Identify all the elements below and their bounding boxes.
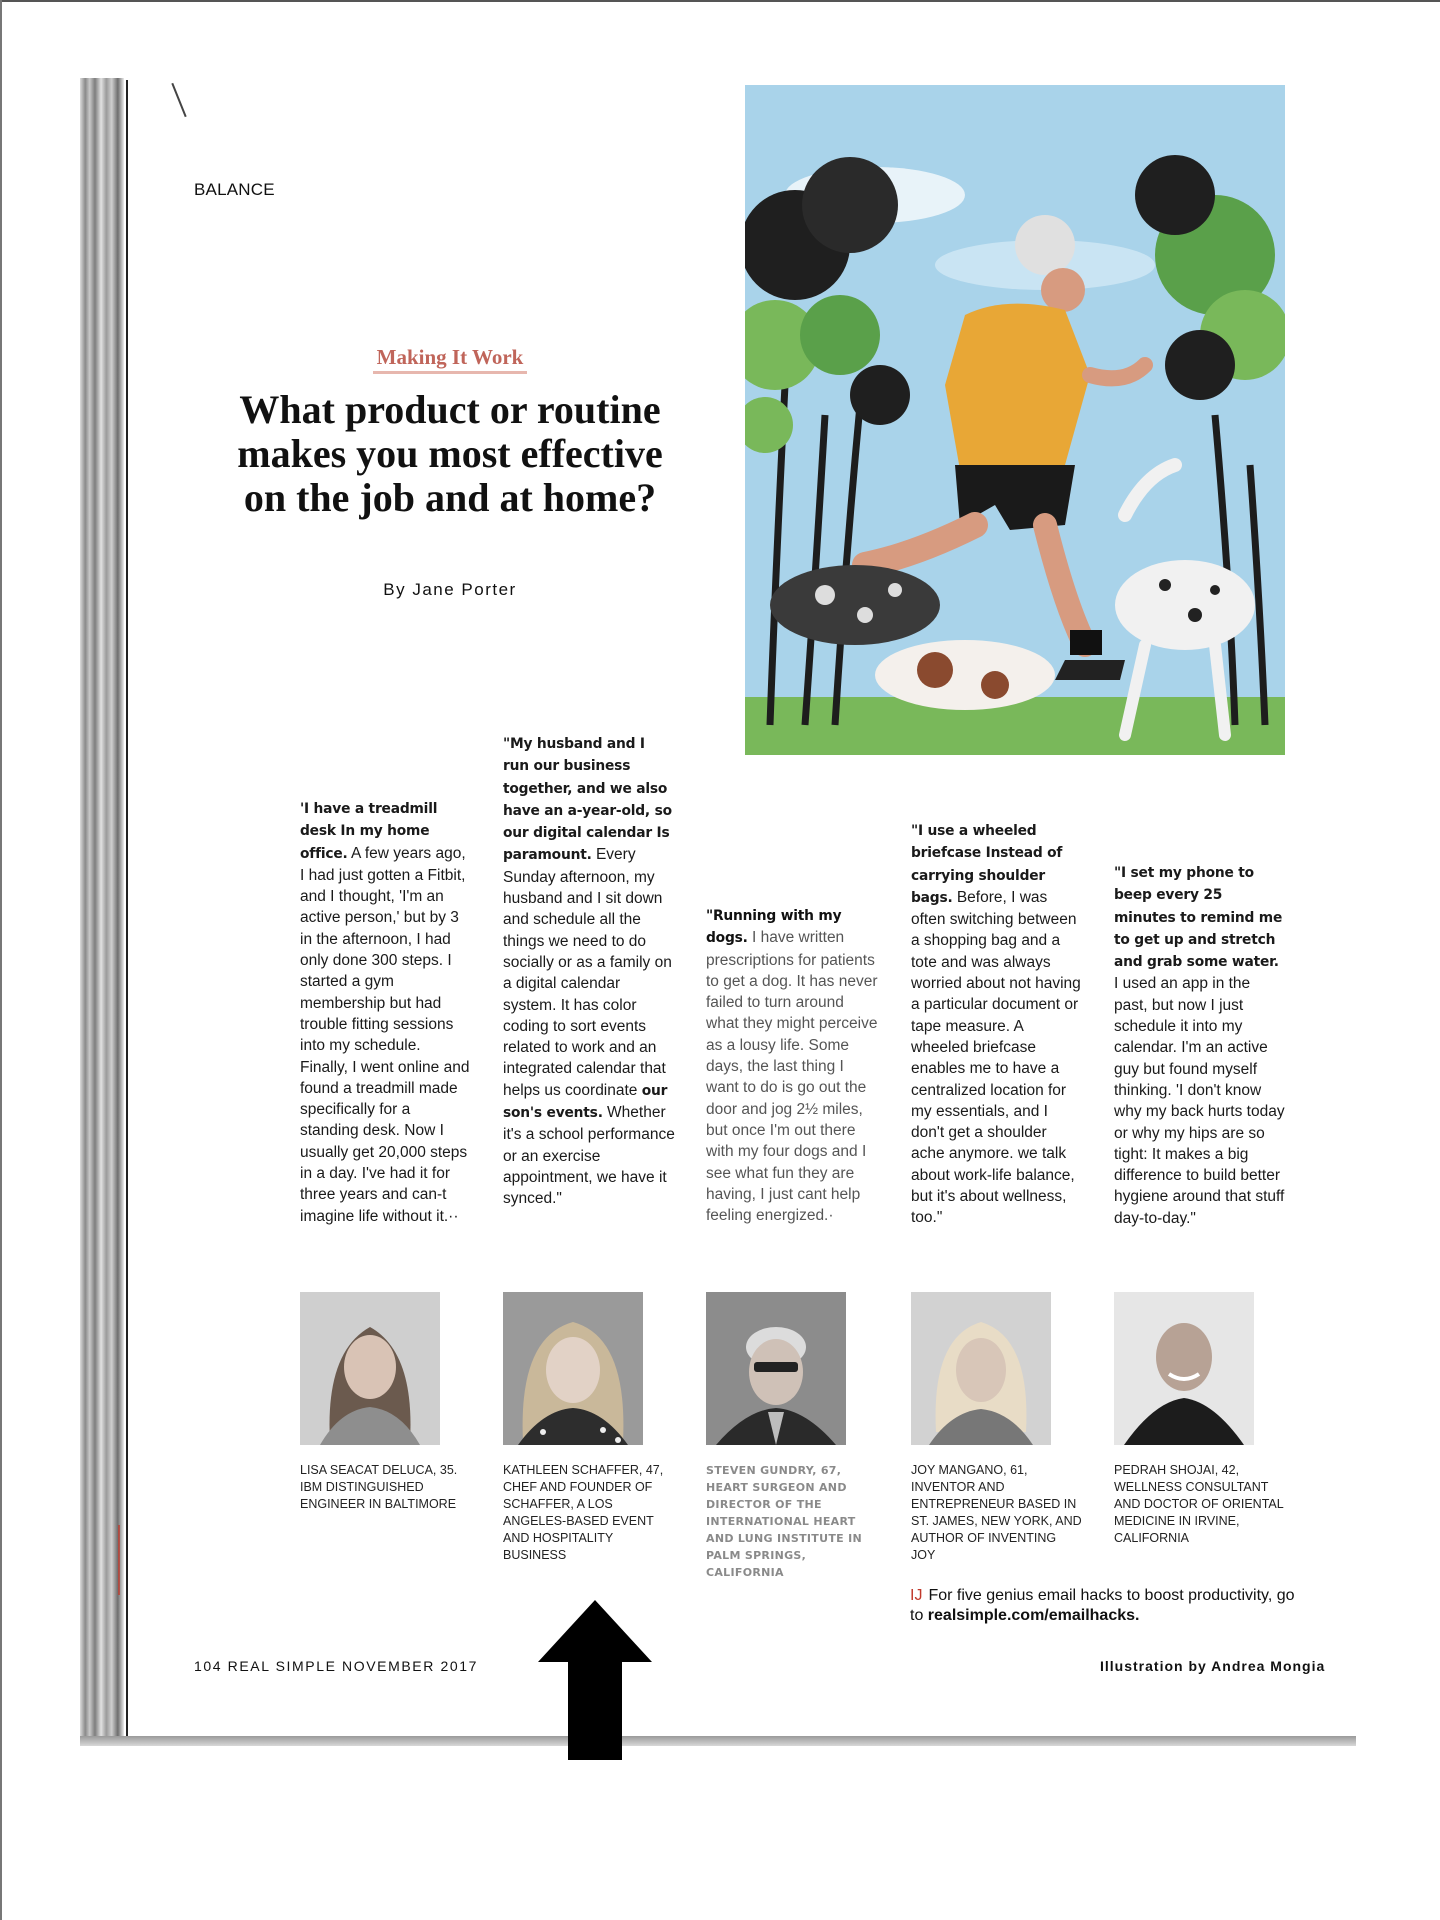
answer-column-4 [911, 820, 1083, 1229]
page-bottom-edge [80, 1736, 1356, 1746]
answer-column-1 [300, 798, 472, 1227]
page-folio: 104 REAL SIMPLE NOVEMBER 2017 [194, 1658, 478, 1674]
answer-quote-lead: "I use a wheeled briefcase Instead of carrying shoulder bags. [911, 823, 1063, 906]
tip-text: For five genius email hacks to boost productivity, go to [910, 1587, 1295, 1624]
kicker-text: Making It Work [373, 345, 528, 374]
answer-body-end: Whether it's a school performance or an exercise appointment, we have it synced." [503, 1104, 675, 1208]
page-border [0, 0, 1440, 2]
headshot-photo [706, 1292, 846, 1445]
answer-column-3 [706, 905, 878, 1226]
contributor-caption: JOY MANGANO, 61, INVENTOR AND ENTREPRENEUR BASED IN ST. JAMES, NEW YORK, AND AUTHOR OF INVENTING JOY [911, 1463, 1082, 1562]
illustration-credit: Illustration by Andrea Mongia [1100, 1658, 1326, 1674]
headshot-photo [503, 1292, 643, 1445]
page-border [0, 0, 2, 1920]
answer-body: Before, I was often switching between a shopping bag and a tote and was always worried about not having a particular document or tape measure. A wheeled briefcase enables me to have a centralized location for my essentials, and I don't get a shoulder ache anymore. we talk about work-life balance, but it's about wellness, too." [911, 888, 1081, 1227]
answer-column-5 [1114, 862, 1286, 1229]
answer-column-2 [503, 733, 675, 1210]
contributor-caption: LISA SEACAT DELUCA, 35. IBM DISTINGUISHED ENGINEER IN BALTIMORE [300, 1463, 458, 1511]
headshot-photo [1114, 1292, 1254, 1445]
answer-quote-mid: our son's events. [503, 1082, 668, 1122]
answer-quote-lead: "Running with my dogs. [706, 908, 842, 947]
answer-quote-lead: "I set my phone to beep every 25 minutes to remind me to get up and stretch and grab some water. [1114, 865, 1283, 971]
up-arrow-icon [538, 1600, 652, 1760]
section-label: BALANCE [194, 180, 275, 199]
answer-body: I used an app in the past, but now I just schedule it into my calendar. I'm an active guy but found myself thinking. 'I don't know why my back hurts today or why my hips are so tight: It makes a big difference to build better hygiene around that stuff day-to-day." [1114, 975, 1285, 1227]
headshot-photo [911, 1292, 1051, 1445]
magazine-spine [80, 78, 124, 1743]
tip-link[interactable]: realsimple.com/emailhacks. [927, 1607, 1140, 1624]
answer-body: I have written prescriptions for patients to get a dog. It has never failed to turn around what they might perceive as a lousy life. Some days, the last thing I want to do is go out the door and jog 2½ miles, but once I'm out there with my four dogs and I see what fun they are having, I just cant help feeling energized.· [706, 929, 878, 1225]
runner-with-dogs-illustration [745, 85, 1285, 755]
contributor-caption: PEDRAH SHOJAI, 42, WELLNESS CONSULTANT AND DOCTOR OF ORIENTAL MEDICINE IN IRVINE, CALIFORNIA [1114, 1463, 1284, 1545]
spine-mark [118, 1525, 120, 1595]
answer-quote-lead: "My husband and I run our business together, and we also have an a-year-old, so our digital calendar Is paramount. [503, 736, 672, 864]
answer-body: A few years ago, I had just gotten a Fitbit, and I thought, 'I'm an active person,' but by 3 in the afternoon, I had only done 300 steps. I started a gym membership but had trouble fitting sessions into my schedule. Finally, I went online and found a treadmill made specifically for a standing desk. Now I usually get 20,000 steps in a day. I've had it for three years and can-t imagine life without it.·· [300, 844, 470, 1225]
contributor-caption: KATHLEEN SCHAFFER, 47, CHEF AND FOUNDER OF SCHAFFER, A LOS ANGELES-BASED EVENT AND HOSPITALITY BUSINESS [503, 1463, 664, 1562]
answer-quote-lead: 'I have a treadmill desk In my home office. [300, 801, 438, 862]
article-headline: What product or routine makes you most effective on the job and at home? [237, 387, 663, 520]
headshot-photo [300, 1292, 440, 1445]
spine-edge [126, 80, 128, 1740]
byline: By Jane Porter [383, 580, 517, 599]
web-tip [910, 1586, 1300, 1626]
article-kicker [300, 345, 600, 370]
answer-body: Every Sunday afternoon, my husband and I sit down and schedule all the things we need to do socially or as a family on a digital calendar system. It has color coding to sort events related to work and an integrated calendar that helps us coordinate [503, 846, 672, 1099]
contributor-caption: STEVEN GUNDRY, 67, HEART SURGEON AND DIRECTOR OF THE INTERNATIONAL HEART AND LUNG INSTITUTE IN PALM SPRINGS, CALIFORNIA [706, 1464, 862, 1579]
tip-marker: IJ [910, 1587, 923, 1604]
pen-mark [171, 83, 186, 117]
